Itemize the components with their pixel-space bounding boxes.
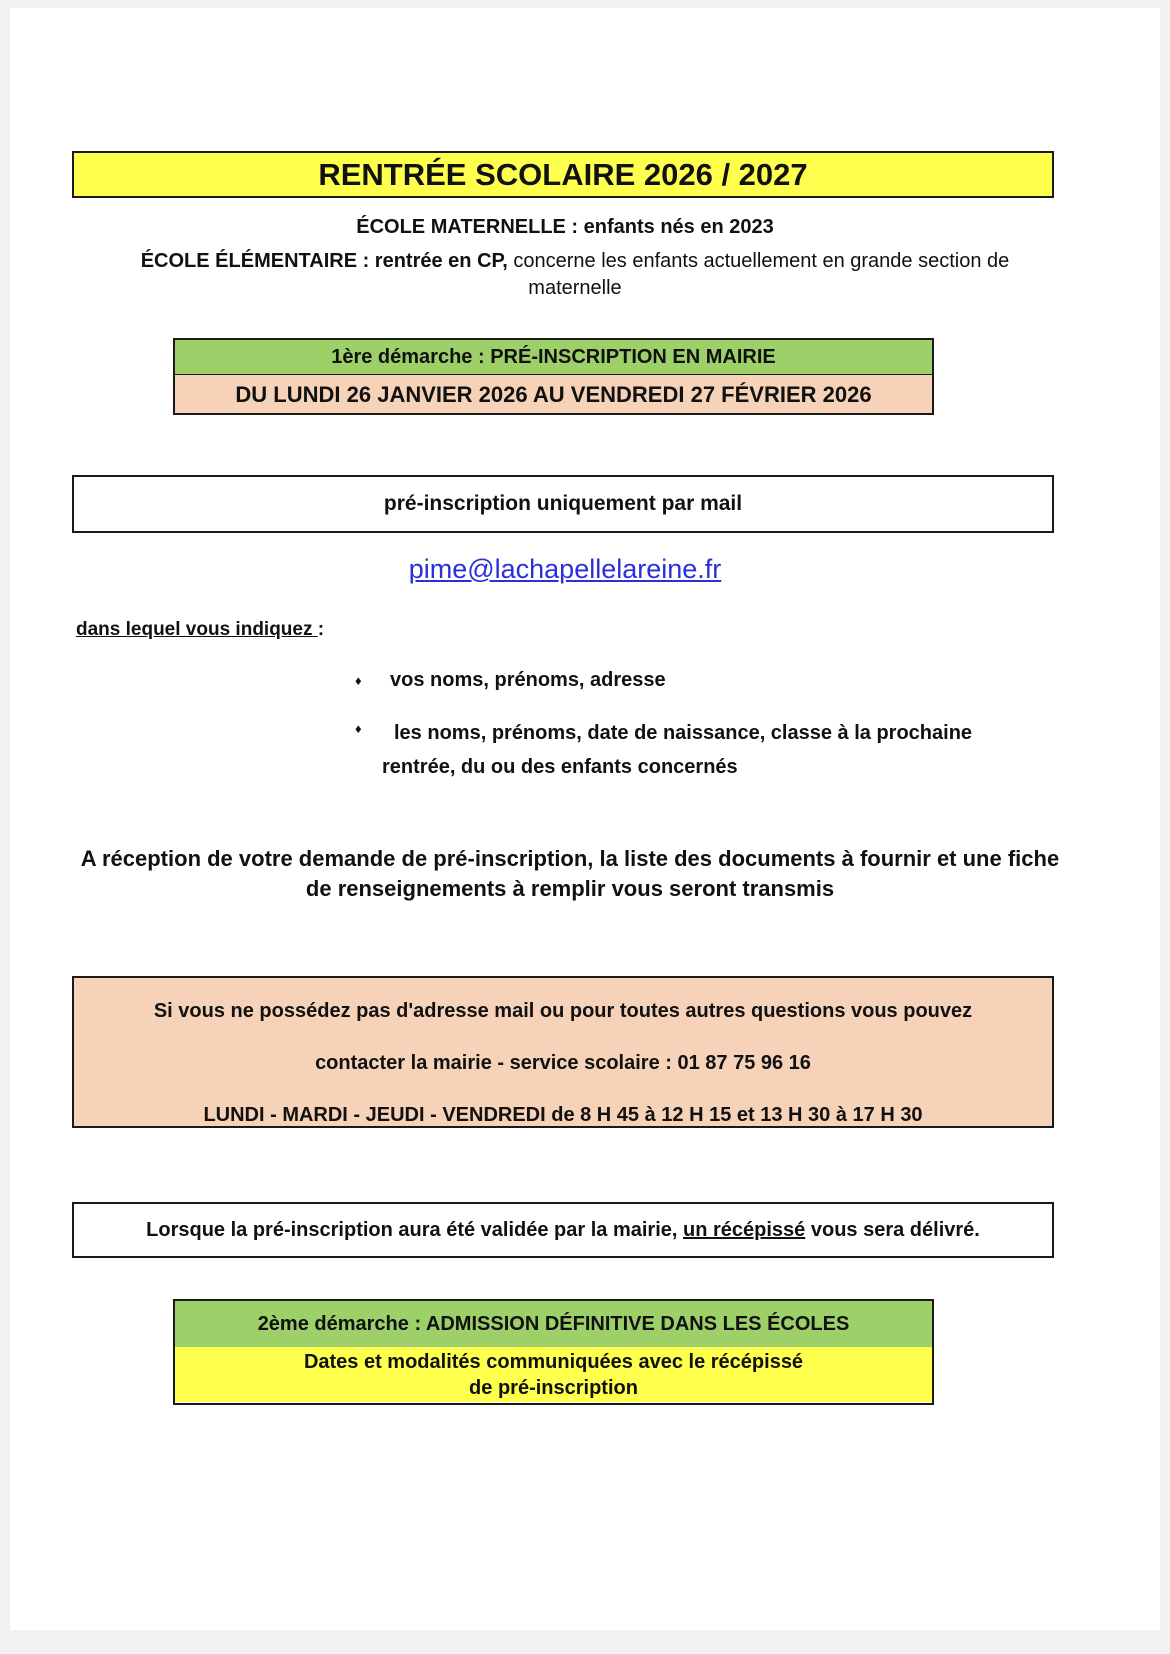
contact-line-1: Si vous ne possédez pas d'adresse mail ou pour toutes autres questions vous pouvez [153, 1000, 973, 1022]
page-title: RENTRÉE SCOLAIRE 2026 / 2027 [72, 151, 1054, 198]
mail-notice: pré-inscription uniquement par mail [72, 475, 1054, 533]
indiquez-text: dans lequel vous indiquez [76, 619, 318, 640]
recepisse-after: vous sera délivré. [805, 1219, 980, 1241]
recepisse-underlined: un récépissé [683, 1219, 806, 1241]
reception-notice: A réception de votre demande de pré-inscription, la liste des documents à fournir et une fiche de renseignements à remplir vous seront transmis [80, 846, 1060, 901]
contact-line-phone: contacter la mairie - service scolaire : 01 87 75 96 16 [315, 1052, 811, 1074]
email-link[interactable]: pime@lachapellelareine.fr [408, 554, 722, 584]
contact-box [72, 976, 1054, 1128]
step2-heading: 2ème démarche : ADMISSION DÉFINITIVE DANS LES ÉCOLES [175, 1301, 932, 1347]
step1-dates: DU LUNDI 26 JANVIER 2026 AU VENDREDI 27 FÉVRIER 2026 [175, 375, 932, 413]
step1-box [173, 338, 934, 415]
indiquez-label [76, 619, 324, 641]
bullet-item-children-text: les noms, prénoms, date de naissance, classe à la prochaine rentrée, du ou des enfants concernés [382, 722, 973, 778]
elementaire-label: ÉCOLE ÉLÉMENTAIRE : rentrée en CP, [140, 250, 508, 272]
recepisse-notice [72, 1202, 1054, 1258]
elementaire-text: concerne les enfants actuellement en grande section de maternelle [507, 250, 1010, 299]
step2-body [175, 1347, 932, 1402]
bullet-item-children [382, 716, 1022, 784]
bullet-diamond-icon: ♦ [355, 721, 362, 736]
contact-line-hours: LUNDI - MARDI - JEUDI - VENDREDI de 8 H 45 à 12 H 15 et 13 H 30 à 17 H 30 [203, 1104, 923, 1126]
step2-box [173, 1299, 934, 1405]
maternelle-info: ÉCOLE MATERNELLE : enfants nés en 2023 [356, 216, 774, 238]
step2-line-1: Dates et modalités communiquées avec le récépissé [303, 1351, 804, 1373]
step2-line-2: de pré-inscription [469, 1377, 638, 1399]
document-page [10, 8, 1160, 1630]
bullet-diamond-icon: ♦ [355, 673, 362, 688]
elementaire-info [100, 248, 1050, 302]
indiquez-colon: : [317, 619, 325, 640]
step1-heading: 1ère démarche : PRÉ-INSCRIPTION EN MAIRIE [175, 340, 932, 375]
bullet-item-parents: vos noms, prénoms, adresse [390, 669, 666, 691]
recepisse-before: Lorsque la pré-inscription aura été validée par la mairie, [146, 1219, 683, 1241]
